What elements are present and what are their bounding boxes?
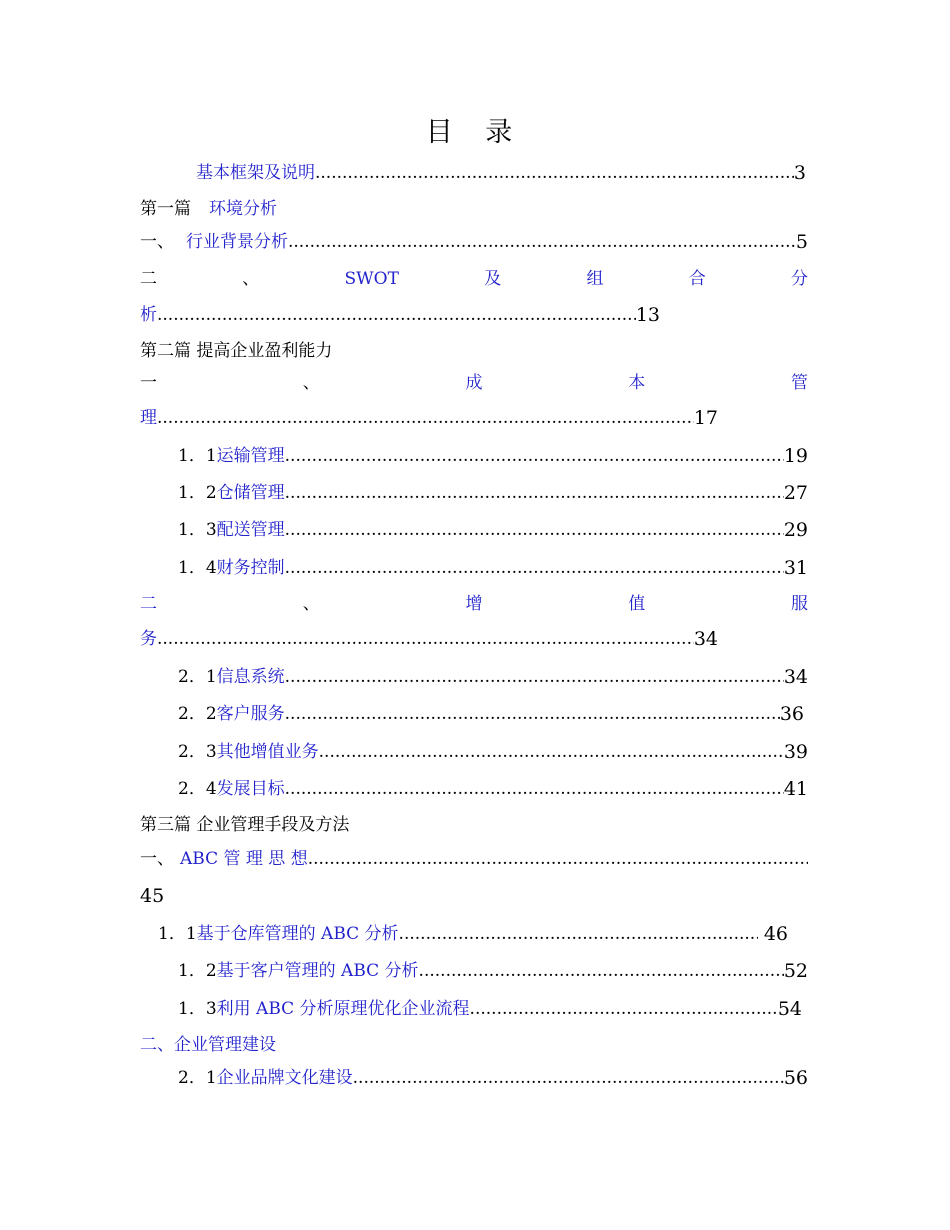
- toc-label: 仓储管理: [216, 483, 285, 503]
- toc-char: 二: [140, 269, 157, 289]
- toc-label: 理: [140, 408, 157, 428]
- toc-leader: [285, 481, 784, 505]
- toc-label: 其他增值业务: [216, 742, 319, 762]
- part-heading: [140, 197, 808, 221]
- toc-subentry[interactable]: [178, 740, 808, 764]
- toc-label: 行业背景分析: [186, 232, 288, 252]
- toc-leader: [399, 922, 758, 946]
- toc-char: SWOT: [344, 269, 399, 289]
- toc-label: 企业品牌文化建设: [216, 1068, 353, 1088]
- toc-label: 发展目标: [216, 779, 285, 799]
- toc-entry-spread[interactable]: [140, 592, 808, 616]
- toc-sub-number: 2．4: [178, 779, 217, 799]
- part-number: 第一篇: [140, 199, 191, 219]
- toc-char: 成: [465, 373, 483, 393]
- toc-page-number: 27: [783, 482, 808, 504]
- toc-page-number: 39: [783, 741, 808, 763]
- toc-subentry[interactable]: [178, 997, 802, 1021]
- toc-dots-prefix: ...: [315, 163, 332, 183]
- toc-page-number: 46: [763, 923, 788, 945]
- toc-leader: [331, 161, 794, 185]
- part-title: 环境分析: [209, 199, 277, 219]
- toc-leader: [157, 303, 636, 327]
- toc-entry[interactable]: [140, 847, 808, 871]
- toc-char: 分: [791, 269, 808, 289]
- toc-subentry[interactable]: [158, 922, 788, 946]
- toc-page-number: 5: [795, 231, 808, 253]
- toc-entry-intro[interactable]: [196, 161, 806, 185]
- toc-entry-spread[interactable]: [140, 267, 808, 291]
- toc-label: 利用 ABC 分析原理优化企业流程: [216, 999, 470, 1019]
- toc-label: 信息系统: [216, 667, 285, 687]
- toc-sub-number: 1．1: [178, 446, 217, 466]
- toc-page-number: 36: [779, 703, 804, 725]
- toc-page-number: 45: [140, 885, 165, 907]
- toc-sub-number: 1．4: [178, 558, 217, 578]
- toc-char: 管: [791, 373, 808, 393]
- page-title: 目 录: [425, 117, 525, 148]
- toc-char: 组: [586, 269, 604, 289]
- toc-char: 服: [791, 594, 808, 614]
- toc-label: 务: [140, 629, 157, 649]
- part-heading: 第三篇 企业管理手段及方法: [140, 815, 350, 835]
- toc-subentry[interactable]: [178, 777, 808, 801]
- toc-leader: [285, 444, 784, 468]
- toc-leader: [285, 777, 784, 801]
- toc-leader: [285, 556, 784, 580]
- toc-leader: [470, 997, 778, 1021]
- toc-subentry[interactable]: [178, 959, 808, 983]
- toc-page-number: 17: [693, 407, 718, 429]
- toc-sub-number: 2．1: [178, 1068, 217, 1088]
- toc-sub-number: 1．3: [178, 999, 217, 1019]
- toc-entry-continued[interactable]: [140, 406, 718, 430]
- toc-sub-number: 2．1: [178, 667, 217, 687]
- toc-subentry[interactable]: [178, 556, 808, 580]
- toc-label: 基于客户管理的 ABC 分析: [216, 961, 419, 981]
- toc-leader: [308, 847, 808, 871]
- toc-subentry[interactable]: [178, 444, 808, 468]
- toc-subentry[interactable]: [178, 481, 808, 505]
- toc-char: 、: [242, 269, 260, 289]
- toc-char: 增: [465, 594, 483, 614]
- toc-page-number: 56: [783, 1067, 808, 1089]
- toc-page-number: 34: [783, 666, 808, 688]
- toc-subentry[interactable]: [178, 665, 808, 689]
- toc-entry[interactable]: [140, 230, 808, 254]
- toc-entry-continued[interactable]: [140, 627, 718, 651]
- toc-leader: [288, 230, 796, 254]
- toc-subentry[interactable]: [178, 702, 804, 726]
- toc-label: 配送管理: [216, 520, 285, 540]
- toc-entry[interactable]: 二、企业管理建设: [140, 1035, 276, 1055]
- toc-sub-number: 2．2: [178, 704, 217, 724]
- toc-label: 运输管理: [216, 446, 285, 466]
- part-heading: 第二篇 提高企业盈利能力: [140, 341, 333, 361]
- toc-char: 、: [302, 373, 320, 393]
- toc-page-number: 54: [777, 998, 802, 1020]
- toc-page-number: 29: [783, 519, 808, 541]
- toc-sub-number: 1．1: [158, 924, 197, 944]
- toc-page-number: 52: [783, 960, 808, 982]
- toc-label: 客户服务: [216, 704, 285, 724]
- toc-label: 基本框架及说明: [196, 163, 315, 183]
- toc-label: 财务控制: [216, 558, 285, 578]
- toc-sub-number: 1．2: [178, 961, 217, 981]
- toc-char: 二: [140, 594, 157, 614]
- toc-page-number: 41: [783, 778, 808, 800]
- toc-char: 值: [628, 594, 646, 614]
- toc-char: 一: [140, 373, 157, 393]
- toc-page-number: 19: [783, 445, 808, 467]
- toc-leader: [319, 740, 784, 764]
- toc-subentry[interactable]: [178, 1066, 808, 1090]
- toc-leader: [157, 627, 694, 651]
- toc-leader: [157, 406, 694, 430]
- toc-leader: [353, 1066, 784, 1090]
- toc-sub-number: 1．3: [178, 520, 217, 540]
- toc-page-number: 3: [793, 162, 806, 184]
- toc-sub-number: 1．2: [178, 483, 217, 503]
- toc-entry-spread[interactable]: [140, 371, 808, 395]
- toc-char: 及: [484, 269, 502, 289]
- toc-entry-continued[interactable]: [140, 303, 660, 327]
- toc-entry-continued[interactable]: [140, 884, 200, 908]
- toc-label: ABC 管 理 思 想: [180, 849, 308, 869]
- toc-leader: [285, 665, 784, 689]
- toc-char: 合: [688, 269, 706, 289]
- toc-page-number: 13: [635, 304, 660, 326]
- toc-char: 、: [302, 594, 320, 614]
- toc-page-number: 34: [693, 628, 718, 650]
- toc-sub-number: 2．3: [178, 742, 217, 762]
- toc-leader: [419, 959, 784, 983]
- toc-label: 基于仓库管理的 ABC 分析: [196, 924, 399, 944]
- toc-char: 本: [628, 373, 646, 393]
- toc-prefix: 一、: [140, 232, 174, 252]
- toc-label: 析: [140, 305, 157, 325]
- toc-page-number: 31: [783, 557, 808, 579]
- toc-leader: [285, 702, 780, 726]
- toc-leader: [285, 518, 784, 542]
- toc-prefix: 一、: [140, 849, 174, 869]
- toc-subentry[interactable]: [178, 518, 808, 542]
